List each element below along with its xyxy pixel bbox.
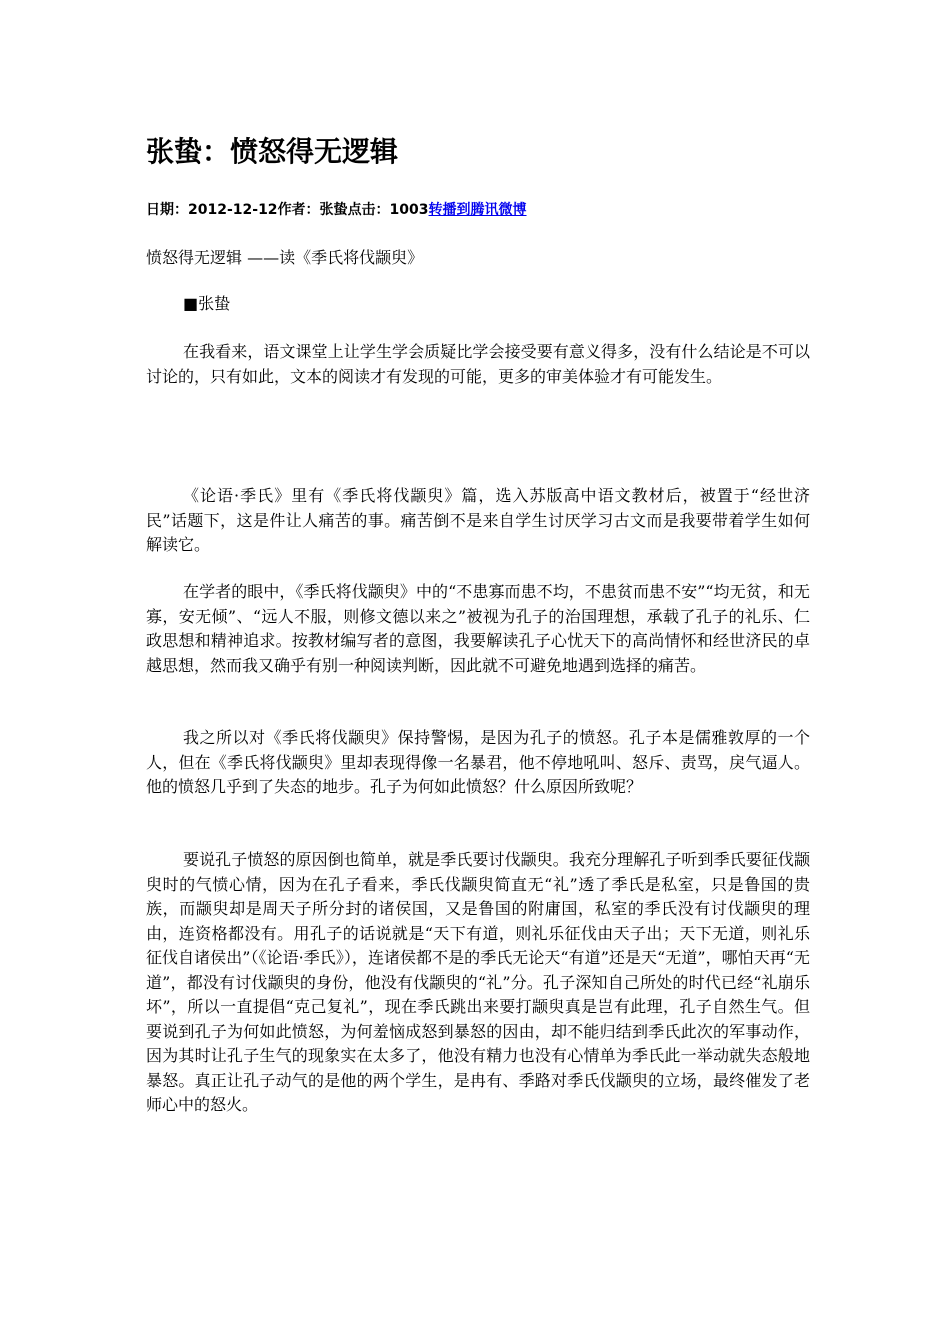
article-subtitle: 愤怒得无逻辑 ——读《季氏将伐颛臾》: [146, 248, 424, 267]
article-title: 张蛰：愤怒得无逻辑: [146, 135, 399, 168]
paragraph: 要说孔子愤怒的原因倒也简单，就是季氏要讨伐颛臾。我充分理解孔子听到季氏要征伐颛臾时的气愤心情，因为在孔子看来，季氏伐颛臾简直无“礼”透了季氏是私室，只是鲁国的贵族，而颛臾却是周天子所分封的诸侯国，又是鲁国的附庸国，私室的季氏没有讨伐颛臾的理由，连资格都没有。用孔子的话说就是“天下有道，则礼乐征伐由天子出；天下无道，则礼乐征伐自诸侯出”（《论语·季氏》），连诸侯都不是的季氏无论天“有道”还是天“无道”，哪怕天再“无道”，都没有讨伐颛臾的身份，他没有伐颛臾的“礼”分。孔子深知自己所处的时代已经“礼崩乐坏”，所以一直提倡“克己复礼”，现在季氏跳出来要打颛臾真是岂有此理，孔子自然生气。但要说到孔子为何如此愤怒，为何羞恼成怒到暴怒的因由，却不能归结到季氏此次的军事动作，因为其时让孔子生气的现象实在太多了，他没有精力也没有心情单为季氏此一举动就失态般地暴怒。真正让孔子动气的是他的两个学生，是冉有、季路对季氏伐颛臾的立场，最终催发了老师心中的怒火。: [146, 850, 810, 1114]
article-byline: ■张蛰: [183, 294, 231, 313]
article-meta: [146, 199, 527, 221]
author-label: 作者：张蛰: [277, 202, 348, 218]
paragraph: 《论语·季氏》里有《季氏将伐颛臾》篇，选入苏版高中语文教材后，被置于“经世济民”话题下，这是件让人痛苦的事。痛苦倒不是来自学生讨厌学习古文而是我要带着学生如何解读它。: [146, 486, 810, 554]
paragraph: 在学者的眼中，《季氏将伐颛臾》中的“不患寡而患不均，不患贫而患不安”“均无贫，和无寡，安无倾”、“远人不服，则修文德以来之”被视为孔子的治国理想，承载了孔子的礼乐、仁政思想和精神追求。按教材编写者的意图，我要解读孔子心忧天下的高尚情怀和经世济民的卓越思想，然而我又确乎有别一种阅读判断，因此就不可避免地遇到选择的痛苦。: [146, 582, 810, 675]
share-weibo-link[interactable]: 转播到腾讯微博: [428, 202, 527, 218]
paragraph: 我之所以对《季氏将伐颛臾》保持警惕，是因为孔子的愤怒。孔子本是儒雅敦厚的一个人，但在《季氏将伐颛臾》里却表现得像一名暴君，他不停地吼叫、怒斥、责骂，戾气逼人。他的愤怒几乎到了失态的地步。孔子为何如此愤怒？什么原因所致呢？: [146, 728, 810, 796]
clicks-label: 点击：1003: [347, 202, 429, 218]
paragraph: 在我看来，语文课堂上让学生学会质疑比学会接受要有意义得多，没有什么结论是不可以讨论的，只有如此，文本的阅读才有发现的可能，更多的审美体验才有可能发生。: [146, 342, 810, 386]
date-label: 日期：2012-12-12: [146, 202, 278, 218]
